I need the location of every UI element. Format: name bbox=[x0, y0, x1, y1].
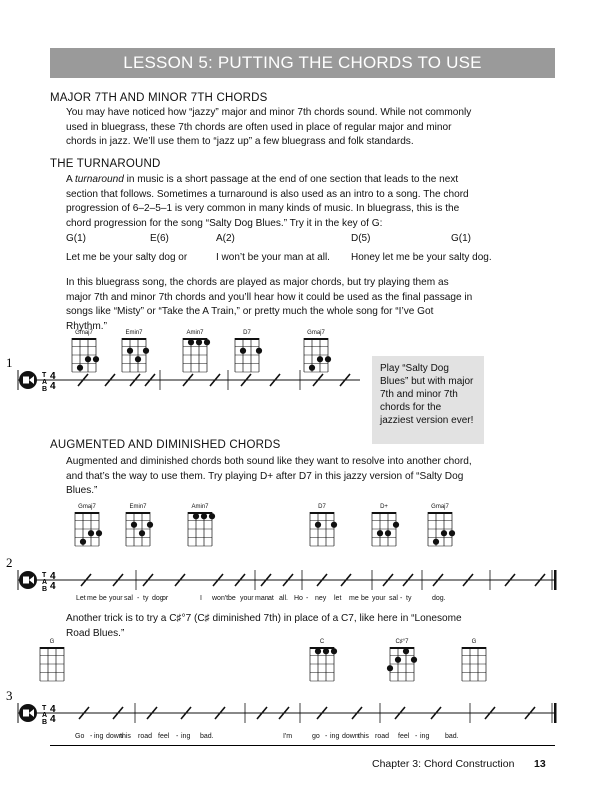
lyric-word-ex3: road bbox=[375, 733, 390, 740]
chord-diagram-ex3 bbox=[310, 639, 337, 681]
tab-clef: B bbox=[42, 719, 48, 726]
finger-dot bbox=[441, 530, 447, 536]
lyric-word-ex2: your bbox=[109, 595, 123, 602]
chord-diagram-label: Gmaj7 bbox=[75, 330, 93, 336]
paragraph-augmented: Augmented and diminished chords both sound like they want to resolve into another chord, and that’s the way to use them. Try playing D+ after D7 in this jazzy version of “Salty Dog Blues.” bbox=[66, 456, 472, 496]
finger-dot bbox=[395, 657, 401, 663]
lyric-word-ex3: go bbox=[312, 733, 320, 740]
finger-dot bbox=[193, 513, 199, 519]
page-number: 13 bbox=[534, 758, 546, 770]
lyric-word-ex3: bad. bbox=[445, 733, 459, 740]
paragraph-diminished: Another trick is to try a C♯°7 (C♯ diminished 7th) in place of a C7, like here in “Lonesome Road Blues.” bbox=[66, 613, 462, 639]
lyric-word-ex2: at bbox=[268, 595, 274, 602]
finger-dot bbox=[331, 522, 337, 528]
tab-clef: B bbox=[42, 586, 48, 593]
lyric-word-ex3: down bbox=[342, 733, 359, 740]
tab-clef: A bbox=[42, 379, 48, 386]
nut bbox=[372, 512, 396, 514]
lyric-word-ex2: ty bbox=[143, 595, 149, 602]
lyric-word-ex2: ty bbox=[406, 595, 412, 602]
chord-diagram-ex3 bbox=[40, 639, 64, 681]
lyric-word-ex2: I bbox=[200, 595, 202, 602]
nut bbox=[390, 647, 414, 649]
nut bbox=[188, 512, 212, 514]
chord-diagram-ex1 bbox=[304, 330, 331, 372]
lyric-word-ex3: - bbox=[325, 733, 328, 740]
lyric-word-ex2: your bbox=[372, 595, 386, 602]
time-signature-bottom: 4 bbox=[50, 581, 56, 592]
tab-clef: T bbox=[42, 372, 47, 379]
chord-diagram-label: Amin7 bbox=[186, 330, 204, 336]
chord-diagram-label: Emin7 bbox=[125, 330, 143, 336]
chord-diagram-label: D7 bbox=[318, 504, 326, 510]
finger-dot bbox=[127, 348, 133, 354]
lesson-banner: LESSON 5: PUTTING THE CHORDS TO USE bbox=[50, 48, 555, 78]
finger-dot bbox=[188, 339, 194, 345]
heading-major-minor-7th: MAJOR 7TH AND MINOR 7TH CHORDS bbox=[50, 92, 268, 104]
finger-dot bbox=[131, 522, 137, 528]
chord-label-g1: G(1) bbox=[66, 233, 86, 244]
lyric-word-ex2: sal bbox=[389, 595, 398, 602]
finger-dot bbox=[196, 339, 202, 345]
finger-dot bbox=[80, 539, 86, 545]
nut bbox=[183, 338, 207, 340]
chord-diagram-label: D7 bbox=[243, 330, 251, 336]
tab-clef: T bbox=[42, 705, 47, 712]
lyric-word-ex2: Let bbox=[76, 595, 86, 602]
tip-box: Play “Salty Dog Blues” but with major 7th and minor 7th chords for the jazziest version ever! bbox=[372, 356, 484, 444]
camera-icon-body bbox=[23, 377, 29, 384]
staff-example-2 bbox=[6, 555, 557, 593]
lyric-word-ex2: or bbox=[162, 595, 169, 602]
heading-turnaround: THE TURNAROUND bbox=[50, 158, 161, 170]
nut bbox=[235, 338, 259, 340]
finger-dot bbox=[96, 530, 102, 536]
camera-icon-body bbox=[23, 577, 29, 584]
chord-diagram-ex1 bbox=[72, 330, 99, 372]
end-bar-thick bbox=[554, 570, 557, 590]
tab-clef: A bbox=[42, 579, 48, 586]
nut bbox=[75, 512, 99, 514]
lyric-word-ex2: Ho bbox=[294, 595, 303, 602]
chord-diagram-label: Amin7 bbox=[191, 504, 209, 510]
tab-clef: B bbox=[42, 386, 48, 393]
chord-diagram-label: D+ bbox=[380, 504, 388, 510]
finger-dot bbox=[411, 657, 417, 663]
paragraph-7th-chords: You may have noticed how “jazzy” major and minor 7th chords sound. While not commonly used in bluegrass, these 7th chords are often used in place of regular major and minor chords in jazz. We’ll use them to “jazz up” a few bluegrass and folk standards. bbox=[66, 107, 472, 147]
time-signature-bottom: 4 bbox=[50, 381, 56, 392]
chord-label-e6: E(6) bbox=[150, 233, 169, 244]
finger-dot bbox=[433, 539, 439, 545]
lyric-word-ex2: dog. bbox=[432, 595, 446, 602]
lyric-word-ex3: feel bbox=[158, 733, 170, 740]
end-bar-thick bbox=[554, 703, 557, 723]
finger-dot bbox=[85, 356, 91, 362]
lyric-word-ex3: ing bbox=[330, 733, 340, 740]
lyric-line-2: I won’t be your man at all. bbox=[216, 252, 330, 263]
finger-dot bbox=[387, 665, 393, 671]
lyric-word-ex2: sal bbox=[124, 595, 133, 602]
chord-diagram-ex2 bbox=[126, 504, 153, 546]
chord-diagram-ex2 bbox=[188, 504, 215, 546]
chord-diagram-label: Gmaj7 bbox=[78, 504, 96, 510]
finger-dot bbox=[331, 648, 337, 654]
lyric-word-ex3: this bbox=[120, 733, 131, 740]
finger-dot bbox=[317, 356, 323, 362]
lyric-word-ex2: - bbox=[306, 595, 309, 602]
chord-diagram-ex3 bbox=[387, 638, 417, 681]
finger-dot bbox=[88, 530, 94, 536]
lyric-word-ex2: dog bbox=[152, 595, 164, 602]
chord-diagram-label: C bbox=[319, 639, 325, 645]
chord-diagram-ex3 bbox=[462, 639, 486, 681]
lyric-word-ex3: bad. bbox=[200, 733, 214, 740]
heading-augmented-diminished: AUGMENTED AND DIMINISHED CHORDS bbox=[50, 439, 281, 451]
example-number: 1 bbox=[6, 355, 13, 370]
finger-dot bbox=[309, 365, 315, 371]
lyric-word-ex2: - bbox=[137, 595, 140, 602]
finger-dot bbox=[256, 348, 262, 354]
nut bbox=[310, 512, 334, 514]
finger-dot bbox=[204, 339, 210, 345]
tab-clef: A bbox=[42, 712, 48, 719]
finger-dot bbox=[77, 365, 83, 371]
time-signature-bottom: 4 bbox=[50, 714, 56, 725]
finger-dot bbox=[93, 356, 99, 362]
finger-dot bbox=[393, 522, 399, 528]
chord-diagram-label: Emin7 bbox=[129, 504, 147, 510]
time-signature-top: 4 bbox=[50, 704, 56, 715]
paragraph-bluegrass: In this bluegrass song, the chords are played as major chords, but try playing them as major 7th and minor 7th chords and you’ll hear how it could be used as the final passage in songs like “Misty” or “Take the A Train,” or pretty much the whole song for “I’ve Got Rhythm.” bbox=[66, 277, 473, 332]
chord-diagram-ex2 bbox=[372, 504, 399, 546]
lyric-word-ex2: be bbox=[228, 595, 236, 602]
time-signature-top: 4 bbox=[50, 571, 56, 582]
finger-dot bbox=[403, 648, 409, 654]
chord-diagram-label: Gmaj7 bbox=[307, 330, 325, 336]
chord-diagram-ex2 bbox=[428, 504, 455, 546]
finger-dot bbox=[209, 513, 215, 519]
paragraph-turnaround: A turnaround in music is a short passage at the end of one section that leads to the next section that follows. Sometimes a turnaround is also used as an intro to a song. The chord progression of 6–2–5–1 is very common in many kinds of music. In bluegrass, this is the chord progression for the song “Salty Dog Blues.” Try it in the key of G: bbox=[66, 174, 469, 229]
chord-diagram-ex2 bbox=[75, 504, 102, 546]
lyric-word-ex3: - bbox=[176, 733, 179, 740]
chord-diagram-label: G bbox=[49, 639, 55, 645]
finger-dot bbox=[315, 648, 321, 654]
finger-dot bbox=[377, 530, 383, 536]
lyric-word-ex2: all. bbox=[279, 595, 288, 602]
chord-diagram-label: Gmaj7 bbox=[431, 504, 449, 510]
chord-diagram-ex1 bbox=[235, 330, 262, 372]
lyric-word-ex2: - bbox=[400, 595, 403, 602]
lyric-word-ex2: be bbox=[361, 595, 369, 602]
nut bbox=[72, 338, 96, 340]
lyric-line-1: Let me be your salty dog or bbox=[66, 252, 188, 263]
time-signature-top: 4 bbox=[50, 371, 56, 382]
lyric-word-ex3: road bbox=[138, 733, 153, 740]
example-number: 3 bbox=[6, 688, 13, 703]
lyric-word-ex3: down bbox=[106, 733, 123, 740]
lyric-word-ex3: I'm bbox=[283, 733, 293, 740]
lyric-word-ex3: ing bbox=[94, 733, 104, 740]
nut bbox=[310, 647, 334, 649]
lyric-word-ex3: Go bbox=[75, 733, 85, 740]
finger-dot bbox=[325, 356, 331, 362]
finger-dot bbox=[323, 648, 329, 654]
chord-diagram-ex2 bbox=[310, 504, 337, 546]
lyric-word-ex2: your bbox=[240, 595, 254, 602]
tab-clef: T bbox=[42, 572, 47, 579]
lyric-word-ex2: be bbox=[99, 595, 107, 602]
nut bbox=[126, 512, 150, 514]
lyric-word-ex2: let bbox=[334, 595, 342, 602]
finger-dot bbox=[449, 530, 455, 536]
lyric-word-ex3: feel bbox=[398, 733, 410, 740]
chord-label-a2: A(2) bbox=[216, 233, 235, 244]
nut bbox=[122, 338, 146, 340]
finger-dot bbox=[385, 530, 391, 536]
nut bbox=[304, 338, 328, 340]
nut bbox=[462, 647, 486, 649]
chord-label-g1-end: G(1) bbox=[451, 233, 471, 244]
finger-dot bbox=[135, 356, 141, 362]
lyric-line-3: Honey let me be your salty dog. bbox=[351, 252, 492, 263]
lyric-word-ex2: me bbox=[349, 595, 359, 602]
finger-dot bbox=[201, 513, 207, 519]
finger-dot bbox=[240, 348, 246, 354]
lyric-word-ex2: ney bbox=[315, 595, 327, 602]
lyric-word-ex3: - bbox=[90, 733, 93, 740]
chord-diagram-label: G bbox=[471, 639, 477, 645]
lyric-word-ex2: man bbox=[255, 595, 269, 602]
lyric-word-ex3: ing bbox=[181, 733, 191, 740]
chord-label-d5: D(5) bbox=[351, 233, 371, 244]
chord-diagram-label: C♯°7 bbox=[395, 639, 409, 645]
lyric-word-ex2: won't bbox=[212, 595, 229, 602]
chord-diagram-ex1 bbox=[122, 330, 149, 372]
footer-chapter: Chapter 3: Chord Construction bbox=[372, 758, 515, 770]
nut bbox=[40, 647, 64, 649]
lyric-word-ex3: ing bbox=[420, 733, 430, 740]
lyric-word-ex3: - bbox=[415, 733, 418, 740]
lyric-word-ex2: me bbox=[87, 595, 97, 602]
example-number: 2 bbox=[6, 555, 13, 570]
chord-diagram-ex1 bbox=[183, 330, 210, 372]
finger-dot bbox=[315, 522, 321, 528]
staff-example-3 bbox=[6, 688, 557, 726]
finger-dot bbox=[143, 348, 149, 354]
finger-dot bbox=[139, 530, 145, 536]
lyric-word-ex3: this bbox=[358, 733, 369, 740]
camera-icon-body bbox=[23, 710, 29, 717]
nut bbox=[428, 512, 452, 514]
finger-dot bbox=[147, 522, 153, 528]
